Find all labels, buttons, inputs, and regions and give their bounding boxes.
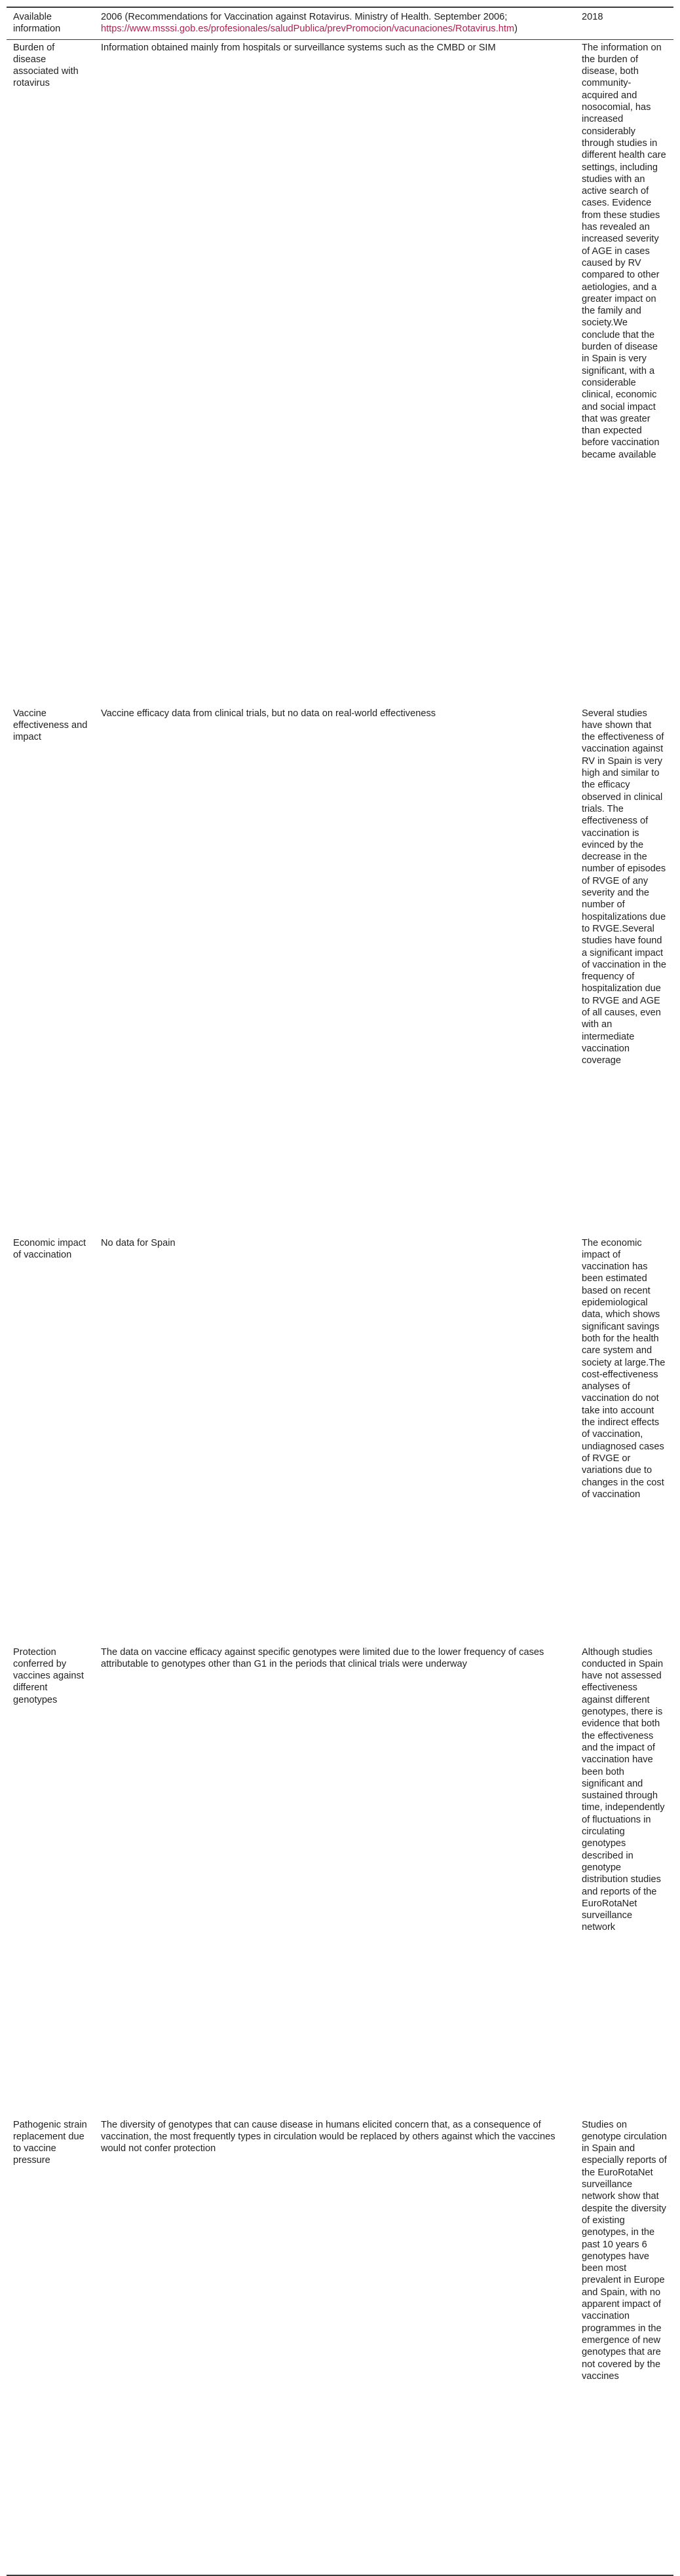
row-2018-info: The economic impact of vaccination has been estimated based on recent epidemiological data, which shows significant savings both for the health care system and society at large.The cost-effectiveness analyses of vaccination do not take into account the indirect effects of vaccination, undiagnosed cases of RVGE or variations due to changes in the cost of vaccination <box>582 1237 666 1500</box>
header-available-information: Available information <box>7 7 94 39</box>
row-topic: Economic impact of vaccination <box>13 1237 86 1260</box>
row-topic: Vaccine effectiveness and impact <box>13 708 88 743</box>
header-2006-text: 2006 (Recommendations for Vaccination against Rotavirus. Ministry of Health. September 2006; <box>101 12 508 22</box>
row-2006-info: Information obtained mainly from hospitals or surveillance systems such as the CMBD or SIM <box>101 42 496 53</box>
header-2006-close: ) <box>514 24 518 35</box>
row-2018-info: Several studies have shown that the effectiveness of vaccination against RV in Spain is very high and similar to the efficacy observed in clinical trials. The effectiveness of vaccination is evinced by the decrease in the number of episodes of RVGE of any severity and the number of hospitalizations due to RVGE.Several studies have found a significant impact of vaccination in the frequency of hospitalization due to RVGE and AGE of all causes, even with an intermediate vaccination coverage <box>582 708 666 1066</box>
row-topic: Protection conferred by vaccines against different genotypes <box>13 1646 84 1705</box>
header-2006 <box>94 7 575 39</box>
row-topic: Pathogenic strain replacement due to vaccine pressure <box>7 2117 94 2575</box>
row-topic: Burden of disease associated with rotavirus <box>13 42 79 89</box>
row-2018-info: Studies on genotype circulation in Spain and especially reports of the EuroRotaNet surveillance network show that despite the diversity of existing genotypes, in the past 10 years 6 genotypes have been most prevalent in Europe and Spain, with no apparent impact of vaccination programmes in the emergence of new genotypes that are not covered by the vaccines <box>575 2117 673 2575</box>
row-2006-info: No data for Spain <box>101 1237 176 1248</box>
ministry-link[interactable]: https://www.msssi.gob.es/profesionales/saludPublica/prevPromocion/vacunaciones/Rotavirus.htm <box>101 24 515 35</box>
table-row <box>7 1235 673 1644</box>
row-2018-info: Although studies conducted in Spain have not assessed effectiveness against different genotypes, there is evidence that both the effectiveness and the impact of vaccination have been both significant and sustained through time, independently of fluctuations in circulating genotypes described in genotype distribution studies and reports of the EuroRotaNet surveillance network <box>582 1646 665 1933</box>
header-2018: 2018 <box>575 7 673 39</box>
row-2006-info: The diversity of genotypes that can cause disease in humans elicited concern that, as a consequence of vaccination, the most frequently types in circulation would be replaced by others against which the vaccines would not confer protection <box>94 2117 575 2575</box>
comparison-table <box>7 7 673 2576</box>
table-row <box>7 2117 673 2575</box>
row-2006-info: Vaccine efficacy data from clinical trials, but no data on real-world effectiveness <box>101 708 436 719</box>
table-row <box>7 706 673 1235</box>
table-row <box>7 39 673 706</box>
table-row <box>7 1644 673 2117</box>
row-2006-info: The data on vaccine efficacy against specific genotypes were limited due to the lower frequency of cases attributable to genotypes other than G1 in the periods that clinical trials were underway <box>101 1646 544 1669</box>
row-2018-info: The information on the burden of disease, both community-acquired and nosocomial, has increased considerably through studies in different health care settings, including studies with an active search of cases. Evidence from these studies has revealed an increased severity of AGE in cases caused by RV compared to other aetiologies, and a greater impact on the family and society.We conclude that the burden of disease in Spain is very significant, with a considerable clinical, economic and social impact that was greater than expected before vaccination became available <box>582 42 666 460</box>
table-header-row <box>7 7 673 39</box>
